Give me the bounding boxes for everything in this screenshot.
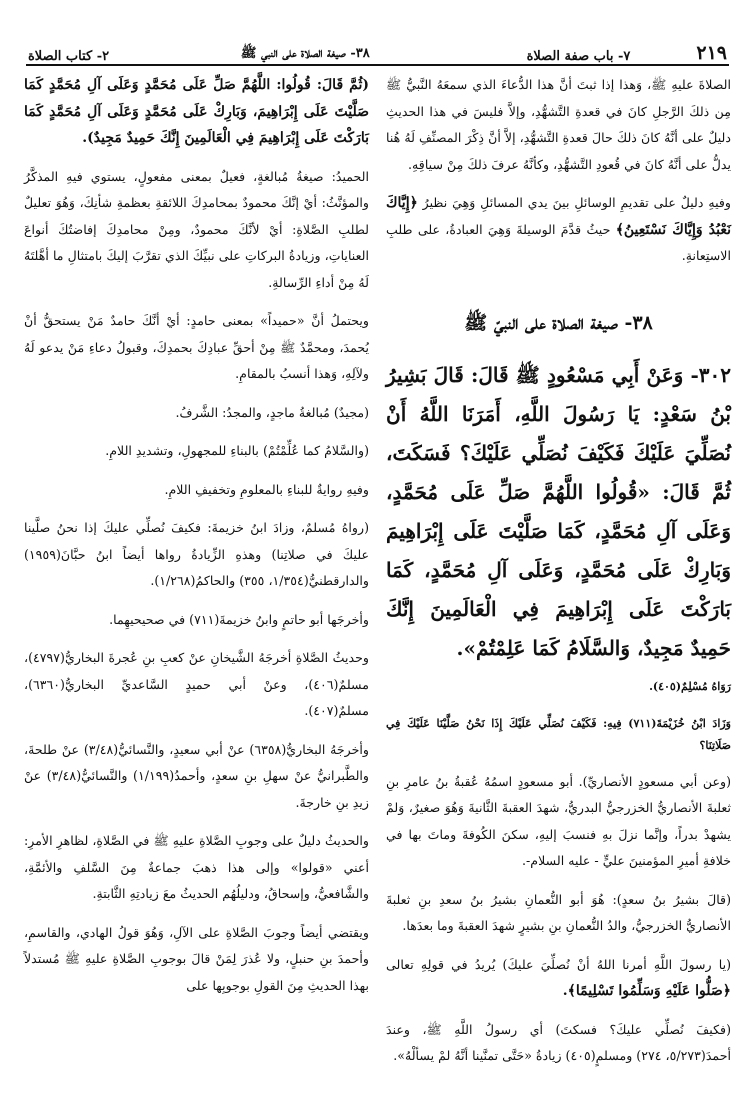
paragraph: وأخرجَها أبو حاتمٍ وابنُ خزيمةَ(٧١١) في صحيحيهِما. <box>109 611 369 627</box>
page-header <box>26 40 729 66</box>
paragraph: وفيهِ روايةٌ للبناءِ بالمعلومِ وتخفيفِ اللامِ. <box>164 481 369 497</box>
hadith-source: رَوَاهُ مُسْلِمٌ(٤٠٥). <box>649 680 731 693</box>
quran-verse: ﴿إِيَّاكَ نَعْبُدُ وَإِيَّاكَ نَسْتَعِينُ﴾ <box>386 195 731 238</box>
book-title: ٢- كتاب الصلاة <box>27 49 110 64</box>
paragraph-text: وفيهِ دليلٌ على تقديمِ الوسائلِ بينَ يدي المسائلِ وَهِيَ نظيرُ <box>422 195 731 210</box>
chapter-title: ٧- باب صفة الصلاة <box>526 49 631 64</box>
paragraph: (رواهُ مُسلمٌ، وزادَ ابنُ خزيمةَ: فكيفَ نُصلِّي عليكَ إذا نحنُ صلَّينا عليكَ في صلاتِنا) وهذهِ الزِّيادةُ رواها أيضاً ابنُ حبَّانَ(١٩٥٩) والدارقطنيُّ(١/٣٥٤، ٣٥٥) والحاكمُ(١/٢٦٨). <box>24 520 369 588</box>
left-column <box>24 72 369 1011</box>
hadith-text: ٣٠٢- وَعَنْ أَبِي مَسْعُودٍ ﷺ قَالَ: قَالَ بَشِيرُ بْنُ سَعْدٍ: يَا رَسُولَ اللَّهِ، أَمَرَنَا اللَّهُ أَنْ نُصَلِّيَ عَلَيْكَ فَكَيْفَ نُصَلِّي عَلَيْكَ؟ فَسَكَتَ، ثُمَّ قَالَ: «قُولُوا اللَّهُمَّ صَلِّ عَلَى مُحَمَّدٍ، وَعَلَى آلِ مُحَمَّدٍ، كَمَا صَلَّيْتَ عَلَى إِبْرَاهِيمَ وَبَارِكْ عَلَى مُحَمَّدٍ، وَعَلَى آلِ مُحَمَّدٍ، كَمَا بَارَكْتَ عَلَى إِبْرَاهِيمَ فِي الْعَالَمِينَ إِنَّكَ حَمِيدٌ مَجِيدٌ، وَالسَّلَامُ كَمَا عَلِمْتُمْ». <box>386 363 731 660</box>
paragraph: والحديثُ دليلٌ على وجوبِ الصَّلاةِ عليهِ ﷺ في الصَّلاةِ، لظاهرِ الأمرِ: أعني «قولوا» وإلى هذا ذهبَ جماعةٌ مِنَ السَّلفِ والأئمَّةِ، والشَّافعيُّ، وإسحاقُ، ودليلُهُم الحديثُ معَ زيادتِهِ الثَّابتةِ. <box>24 833 369 901</box>
hadith-addition: وَزَادَ ابْنُ خُزَيْمَةَ(٧١١) فِيهِ: فَكَيْفَ نُصَلِّي عَلَيْكَ إِذَا نَحْنُ صَلَّيْنَا عَلَيْكَ فِي صَلَاتِنَا؟ <box>386 716 731 752</box>
paragraph: (فكيفَ نُصلِّي عليكَ؟ فسكتَ) أي رسولُ اللَّهِ ﷺ، وعندَ أحمدَ(٥/٢٧٣، ٢٧٤) ومسلمٍ(٤٠٥) زيادةُ «حَتَّى تمنَّينا أنَّهُ لمْ يسألْهُ». <box>386 1021 731 1063</box>
paragraph-text: (يا رسولَ اللَّهِ أمرنا اللهُ أنْ نُصلِّيَ عليكَ) يُريدُ في قولِهِ تعالى <box>386 956 731 972</box>
section-title: ٣٨- صيغة الصلاة على النبيّ ﷺ <box>464 311 653 334</box>
quran-verse: ﴿صَلُّوا عَلَيْهِ وَسَلِّمُوا تَسْلِيمًا﴾. <box>562 983 731 999</box>
paragraph: (وعن أبي مسعودٍ الأنصاريِّ). أبو مسعودٍ اسمُهُ عُقبةُ بنُ عامرِ بنِ ثعلبةَ الأنصاريُّ الخزرجيُّ البدريُّ، شهدَ العقبةَ الثَّانيةَ وَهُوَ صغيرٌ، وَلمْ يشهدْ بدراً، وإنَّما نزلَ بهِ فنسبَ إليهِ، سكنَ الكُوفةَ وماتَ بها في خلافةِ أميرِ المؤمنينَ عليٍّ - عليه السلام-. <box>386 773 731 868</box>
paragraph: (مجيدٌ) مُبالغةُ ماجدٍ، والمجدُ: الشَّرفُ. <box>175 404 369 420</box>
paragraph <box>386 952 731 1005</box>
quoted-hadith: (ثُمَّ قَالَ: قُولُوا: اللَّهُمَّ صَلِّ عَلَى مُحَمَّدٍ وَعَلَى آلِ مُحَمَّدٍ كَمَا صَلَّيْتَ عَلَى إِبْرَاهِيمَ، وَبَارِكْ عَلَى مُحَمَّدٍ وَعَلَى آلِ مُحَمَّدٍ كَمَا بَارَكْتَ عَلَى إِبْرَاهِيمَ فِي الْعَالَمِينَ إِنَّكَ حَمِيدٌ مَجِيدٌ). <box>24 77 369 146</box>
paragraph: الحميدُ: صيغةُ مُبالغةٍ، فعيلٌ بمعنى مفعولٍ، يستوي فيهِ المذكَّرُ والمؤنَّثُ: أيْ إنَّكَ محمودٌ بمحامدِكَ اللائقةِ بعظمةِ شأنِكَ، وَهُوَ تعليلٌ لطلبِ الصَّلاةِ: أيْ لأنَّكَ محمودٌ، ومِنْ محامدِكَ إفاضتُكَ أنواعَ العناياتِ، وزيادةُ البركاتِ على نبيِّكَ الذي تقرَّبَ إليكَ بامتثالِ ما أهَّلتَهُ لَهُ مِنْ أداءِ الرِّسالةِ. <box>24 168 369 290</box>
paragraph: ويقتضي أيضاً وجوبَ الصَّلاةِ على الآلِ، وَهُوَ قولُ الهادي، والقاسمِ، وأحمدَ بنِ حنبلٍ، ولا عُذرَ لِمَنْ قالَ بوجوبِ الصَّلاةِ عليهِ ﷺ مُستدلاً بهذا الحديثِ مِنَ القولِ بوجوبِها على <box>24 924 369 993</box>
page-number: ٢١٩ <box>696 42 727 64</box>
paragraph: وحديثُ الصَّلاةِ أخرجَهُ الشَّيخانِ عنْ كعبِ بنِ عُجرةَ البخاريُّ(٤٧٩٧)، مسلمٌ(٤٠٦)، وعنْ أبي حميدٍ السَّاعديِّ البخاريُّ(٦٣٦٠)، مسلمٌ(٤٠٧). <box>24 650 369 718</box>
paragraph: (والسَّلامُ كما عُلِّمْتُمْ) بالبناءِ للمجهولِ، وتشديدِ اللامِ. <box>105 443 369 458</box>
paragraph-text: حيثُ قدَّمَ الوسيلةَ وَهِيَ العبادةُ، على طلبِ الاستِعانةِ. <box>386 221 731 263</box>
right-column <box>386 72 731 1082</box>
section-running-title: ٣٨- صيغة الصلاة على النبي ﷺ <box>240 46 370 61</box>
paragraph: ويحتملُ أنَّ «حميداً» بمعنى حامدٍ: أيْ أنَّكَ حامدٌ مَنْ يستحقُّ أنْ يُحمدَ، ومحمَّدٌ ﷺ مِنْ أحقِّ عبادِكَ بحمدِكَ، وقبولُ دعاءِ مَنْ يدعو لَهُ ولآلِهِ، وَهذا أنسبُ بالمقامِ. <box>24 313 369 381</box>
paragraph: الصلاةَ عليهِ ﷺ، وَهذا إذا ثبتَ أنَّ هذا الدُّعاءَ الذي سمعَهُ النَّبيُّ ﷺ مِن ذلكَ الرَّجلِ كانَ في قعدةِ التَّشهُّدِ، وإلاَّ فليسَ في هذا الحديثِ دليلٌ على أنَّهُ كانَ ذلكَ حالَ قعدةِ التَّشهُّدِ، إلاَّ أنَّ ذِكْرَ المصنِّفِ لَهُ هُنا يدلُّ على أنَّهُ كانَ في قُعودِ التَّشهُّدِ، وكأنَّهُ عرفَ ذلكَ مِنْ سياقِهِ. <box>386 77 731 172</box>
paragraph <box>386 190 731 270</box>
paragraph: وأخرجَهُ البخاريُّ(٦٣٥٨) عنْ أبي سعيدٍ، والنَّسائيُّ(٣/٤٨) عنْ طلحةَ، والطَّبرانيُّ عنْ سهلِ بنِ سعدٍ، وأحمدُ(١/١٩٩) والنَّسائيُّ(٣/٤٨) عنْ زيدِ بنِ خارجةَ. <box>24 741 370 810</box>
paragraph: (قالَ بشيرُ بنُ سعدٍ): هُوَ أبو النُّعمانِ بشيرُ بنُ سعدِ بنِ ثعلبةَ الأنصاريُّ الخزرجيُّ، والدُ النُّعمانِ بنِ بشيرٍ شهدَ العقبةَ وما بعدَها. <box>386 891 731 933</box>
